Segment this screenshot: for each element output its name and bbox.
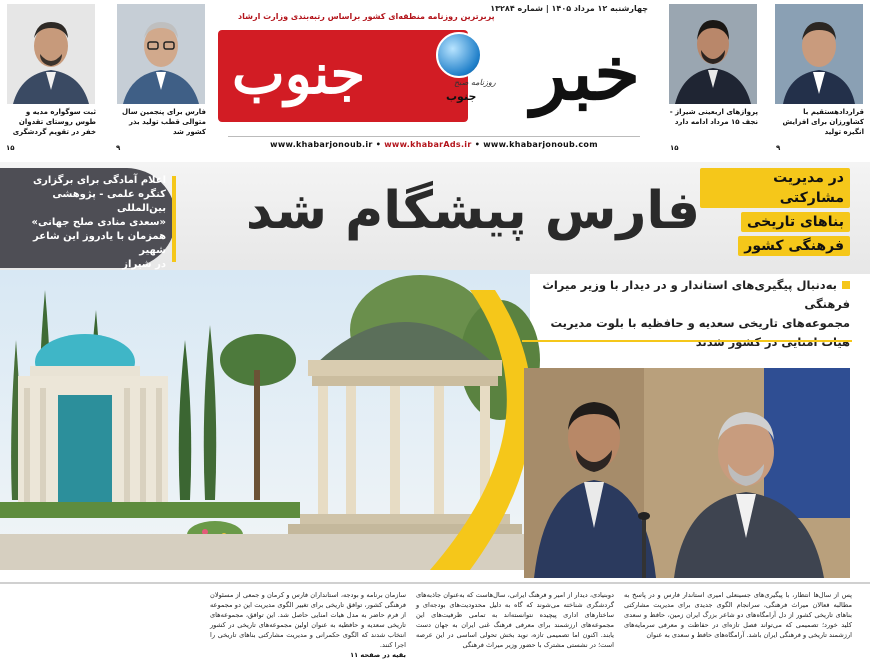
teaser-page-number: ۱۵ bbox=[6, 144, 15, 152]
url-link[interactable]: www.khabarAds.ir bbox=[384, 140, 472, 149]
article-column: دوبنیادی، دیدار از امیر و فرهنگ ایرانی، سال‌هاست که به‌عنوان جاذبه‌های گردشگری شناخته می‌شوند که گاه به دلیل محدودیت‌های بودجه‌ای و ساختارهای اداری پیچیده نتوانسته‌اند به تمامی ظرفیت‌های این مجموعه‌های ارزشمند برای معرفی فرهنگ غنی ایران به جهان دست یابند. اکنون اما تصمیمی تازه، نوید بخش تحولی اساسی در این عرصه است؛ در نشستی مشترک با حضور وزیر میراث فرهنگی bbox=[416, 591, 614, 649]
article-column bbox=[210, 590, 406, 660]
article-column-text: سازمان برنامه و بودجه، استانداران فارس و کرمان و جمعی از مسئولان فرهنگی کشور، توافق تاریخی برای تغییر الگوی مدیریت این دو مجموعه از فرم حاضر به مدل هیات امنایی حاصل شد. این توافق، مجموعه‌های تاریخی سعدیه و حافظیه به عنوان اولین مجموعه‌های تاریخی در کشور انتخاب شدند که الگوی حکمرانی و مدیریت مشارکتی بناهای تاریخی را اجرا کنند. bbox=[210, 591, 406, 649]
teaser-page-number: ۱۵ bbox=[670, 144, 679, 152]
subhead-line: هیات امنایی در کشور شدند bbox=[695, 335, 850, 349]
article-column: پس از سال‌ها انتظار، با پیگیری‌های جسینعلی امیری استاندار فارس و در پاسخ به مطالبه فعالان میراث فرهنگی، سرانجام الگوی جدیدی برای مدیریت مشارکتی بناهای تاریخی کشور از دل آرامگاه‌های دو شاعر بزرگ ایران زمین، حافظ و سعدی کلید خورد؛ تصمیمی که می‌تواند فصل تازه‌ای در حفاظت و معرفی سرمایه‌های ارزشمند تاریخی و فرهنگی ایران باشد. آرامگاه‌های حافظ و سعدی به عنوان bbox=[624, 591, 852, 639]
url-link[interactable]: www.khabarjonoub.com bbox=[483, 140, 598, 149]
teaser-caption: پروازهای اربعینی شیراز - نجف ۱۵ مرداد ادامه دارد bbox=[669, 108, 758, 126]
sideblock-line: همزمان با یادروز این شاعر شهیر bbox=[33, 231, 166, 256]
globe-icon bbox=[436, 32, 482, 78]
teaser-photo bbox=[117, 4, 205, 104]
teaser-caption: ثبت سوگواره مدیه و طوس روستای تقدوان خفر در تقویم گردشگری bbox=[12, 108, 96, 136]
sideblock-line: در شیراز bbox=[122, 259, 166, 270]
masthead bbox=[218, 2, 650, 156]
sideblock-line: «سعدی منادی صلح جهانی» bbox=[31, 217, 166, 228]
divider bbox=[522, 340, 852, 350]
kicker-line: بناهای تاریخی bbox=[741, 212, 850, 232]
headline-kicker bbox=[700, 168, 850, 259]
teaser-tourism-calendar[interactable] bbox=[2, 4, 100, 154]
masthead-logo bbox=[218, 24, 650, 132]
newspaper-header bbox=[0, 0, 870, 160]
teaser-arbaeen-flights[interactable] bbox=[664, 4, 762, 154]
teaser-caption: فارس برای پنجمین سال متوالی قطب تولید بذر کشور شد bbox=[122, 108, 206, 136]
masthead-tagline: پربرترین روزنامه منطقه‌ای کشور براساس رتبه‌بندی وزارت ارشاد bbox=[238, 12, 495, 21]
teaser-seed-production[interactable] bbox=[112, 4, 210, 154]
teaser-contract-farmers[interactable] bbox=[770, 4, 868, 154]
issue-date: چهارشنبه ۱۲ مرداد ۱۴۰۵ | شماره ۱۳۲۸۴ bbox=[490, 4, 648, 13]
officials-meeting-photo bbox=[524, 368, 850, 578]
accent-bar bbox=[172, 176, 176, 262]
teaser-page-number: ۹ bbox=[776, 144, 781, 152]
subhead-line: مجموعه‌های تاریخی سعدیه و حافظیه با بلوت مدیریت bbox=[550, 316, 850, 330]
hafezieh-photo bbox=[0, 270, 530, 570]
subhead-text: به‌دنبال پیگیری‌های استاندار و در دیدار با وزیر میراث فرهنگی bbox=[542, 278, 850, 311]
masthead-urls: www.khabarjonoub.ir • www.khabarAds.ir • www.khabarjonoub.com bbox=[228, 136, 640, 149]
saadi-congress-box[interactable] bbox=[0, 168, 176, 268]
teaser-photo bbox=[7, 4, 95, 104]
headline-band bbox=[0, 162, 870, 274]
main-headline[interactable]: فارس پیشگام شد bbox=[245, 181, 700, 241]
sideblock-line: اعلام آمادگی برای برگزاری bbox=[33, 175, 166, 186]
masthead-title-khabar: خبر bbox=[531, 31, 640, 117]
masthead-small-label: جنوب bbox=[446, 90, 477, 103]
url-link[interactable]: www.khabarjonoub.ir bbox=[270, 140, 373, 149]
teaser-photo bbox=[669, 4, 757, 104]
subhead-line bbox=[500, 276, 850, 314]
masthead-morning-label: روزنامه صبح bbox=[454, 78, 496, 87]
teaser-caption: قراردادهستقیم با کشاورزان برای افزایش انگیزه تولید bbox=[782, 108, 864, 136]
teaser-photo bbox=[775, 4, 863, 104]
kicker-line: در مدیریت مشارکتی bbox=[700, 168, 850, 208]
teaser-page-number: ۹ bbox=[116, 144, 121, 152]
sideblock-line: کنگره علمی - پژوهشی بین‌المللی bbox=[52, 189, 166, 214]
article-body bbox=[0, 582, 870, 659]
masthead-title-jonoub: جنوب bbox=[232, 41, 366, 107]
bullet-square-icon bbox=[842, 281, 850, 289]
kicker-line: فرهنگی کشور bbox=[738, 236, 850, 256]
continued-page-link[interactable]: بقیه در صفحه ۱۱ bbox=[350, 651, 406, 659]
